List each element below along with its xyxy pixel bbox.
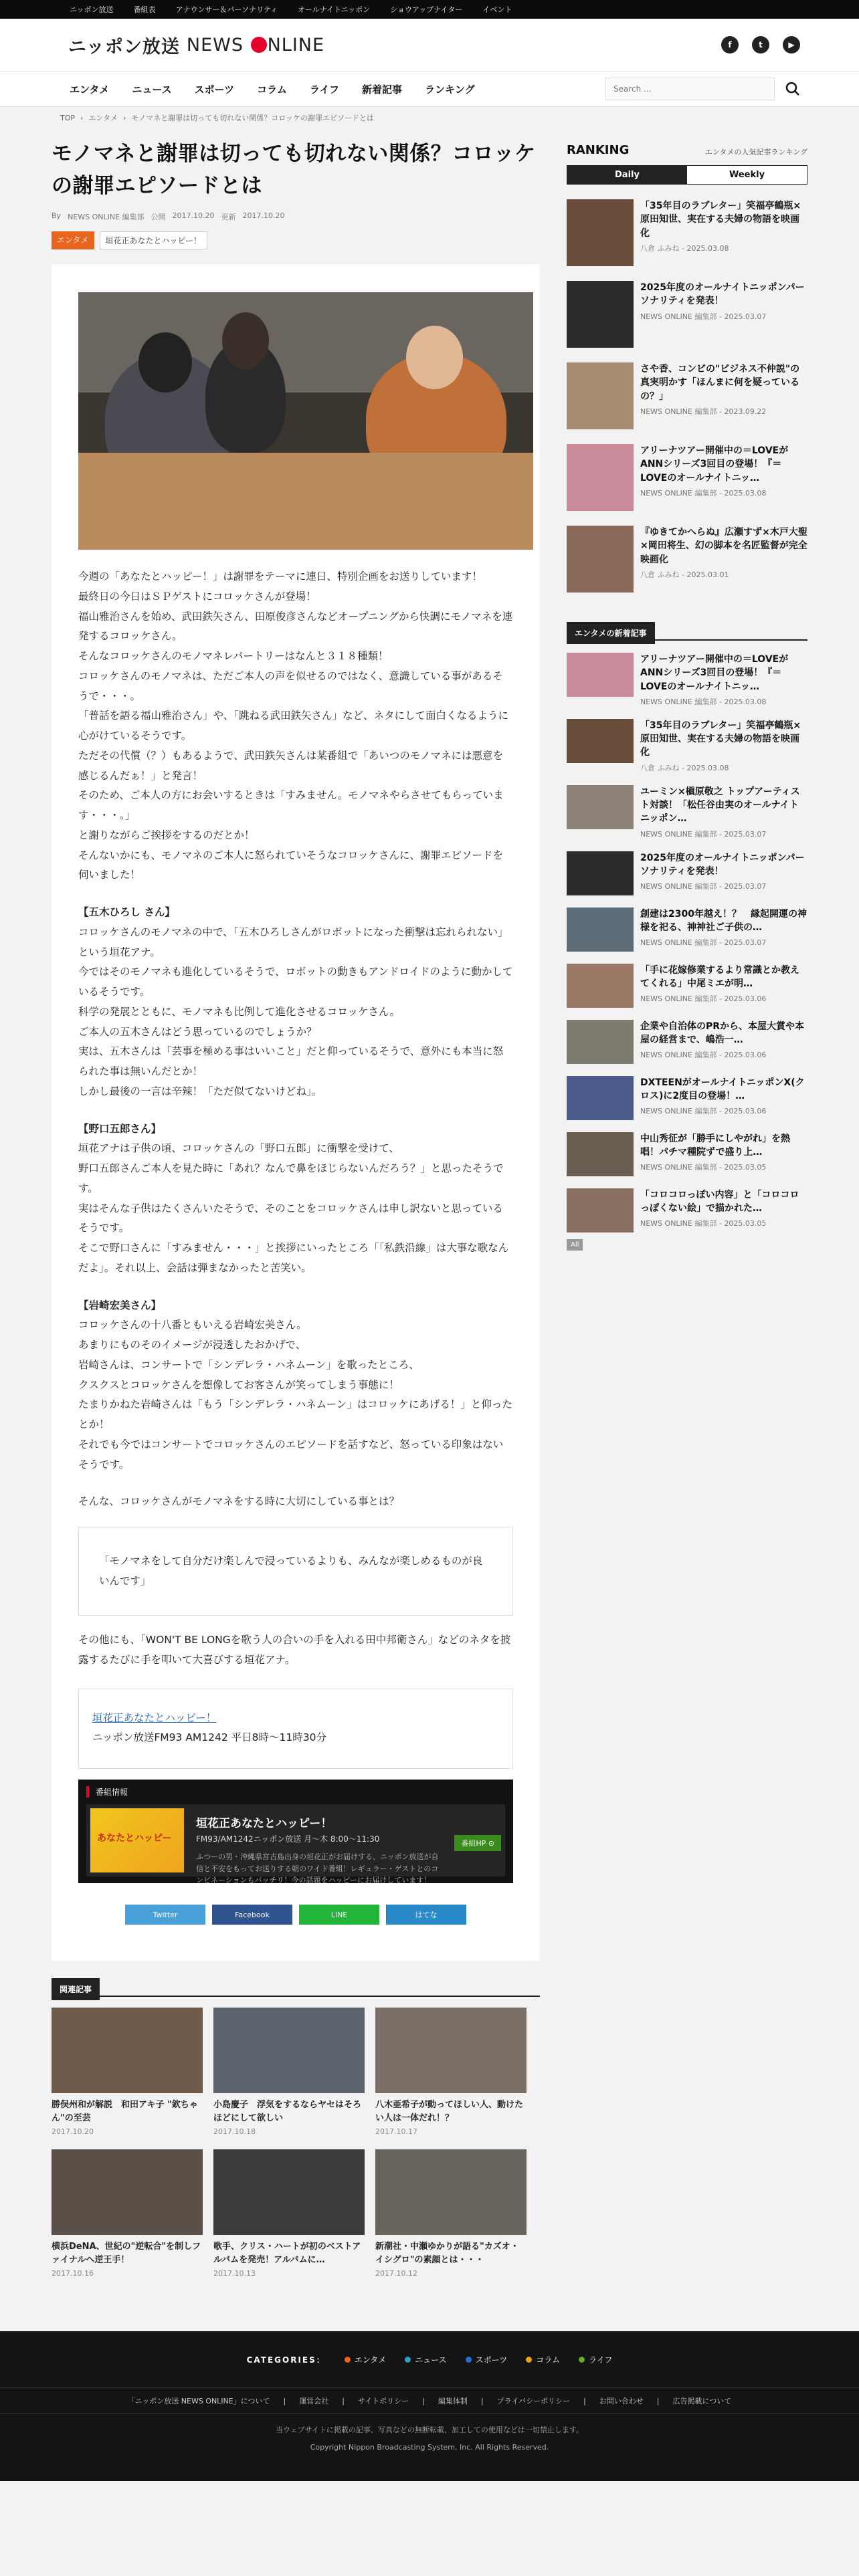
share-twitter-button[interactable]: Twitter [125,1905,205,1925]
related-title: 新潮社・中瀬ゆかりが語る"カズオ・イシグロ"の素顔とは・・・ [375,2242,519,2265]
body-line: そんないかにも、モノマネのご本人に怒られていそうなコロッケさんに、謝罪エピソードを伺いました！ [78,849,504,881]
body-line: 福山雅治さんを始め、武田鉄矢さん、田原俊彦さんなどオープニングから快調にモノマネを連発するコロッケさん。 [78,610,513,643]
related-heading: 関連記事 [52,1978,100,2000]
body-line: 今週の「あなたとハッピー！」は謝罪をテーマに連日、特別企画をお送りしています！ [78,570,482,583]
ranking-item-title: 2025年度のオールナイトニッポンパーソナリティを発表！ [640,282,805,307]
newest-date: 2025.03.07 [724,882,767,891]
photo-head [406,326,463,389]
newest-date: 2025.03.07 [724,938,767,948]
related-date: 2017.10.18 [213,2127,256,2137]
ranking-item[interactable] [567,526,807,593]
tag-category[interactable]: エンタメ [52,231,94,249]
tab-daily[interactable]: Daily [567,166,687,184]
facebook-icon[interactable]: f [721,36,739,53]
share-line-button[interactable]: LINE [299,1905,379,1925]
topbar-link[interactable]: アナウンサー＆パーソナリティ [175,5,278,14]
newest-item[interactable] [567,1020,807,1064]
related-thumbnail [213,2008,365,2093]
logo-dot-icon [251,37,267,53]
newest-thumbnail [567,1076,634,1120]
newest-thumbnail [567,1188,634,1232]
footer-link[interactable]: お問い合わせ [599,2397,644,2406]
body-line: ご本人の五木さんはどう思っているのでしょうか？ [78,1025,317,1038]
newest-item[interactable] [567,851,807,895]
body-line: 最終日の今日はＳＰゲストにコロッケさんが登場！ [78,590,316,603]
program-thumb-text: あなたとハッピー [97,1833,172,1844]
ranking-header [567,143,807,157]
body-line: そのため、ご本人の方にお会いするときは「すみません。モノマネやらさせてもらっています・・・。」 [78,789,504,822]
topbar-link[interactable]: ショウアップナイター [390,5,463,14]
newest-item-meta: NEWS ONLINE 編集部 - 2025.03.06 [640,1051,767,1060]
section [78,1119,513,1279]
ranking-date: 2023.09.22 [724,407,767,416]
related-date: 2017.10.13 [213,2269,256,2278]
ranking-item[interactable] [567,199,807,266]
dot-icon [579,2357,585,2363]
body-line: あまりにものそのイメージが浸透したおかげで、 [78,1339,306,1352]
newest-item-title: 2025年度のオールナイトニッポンパーソナリティを発表！ [640,852,805,877]
related-heading-bar [52,1978,540,1997]
body-line: クスクスとコロッケさんを想像してお客さんが笑ってしまう事態に！ [78,1378,399,1391]
program-station: FM93/AM1242ニッポン放送 月～木 8:00～11:30 [196,1834,380,1844]
ranking-tabs [567,165,807,185]
newest-item-meta: NEWS ONLINE 編集部 - 2025.03.07 [640,938,767,948]
related-date: 2017.10.20 [52,2127,94,2137]
ranking-thumbnail [567,199,634,266]
body-line: と謝りながらご挨拶をするのだとか！ [78,829,255,841]
ranking-item-title: アリーナツアー開催中の＝LOVEがANNシリーズ3回目の登場！『＝LOVEのオールナイトニッ… [640,445,789,484]
newest-author: NEWS ONLINE 編集部 [640,1107,717,1116]
footer-cat-label: スポーツ [475,2355,508,2365]
nav-column[interactable]: コラム [257,83,287,96]
ranking-date: 2025.03.01 [686,570,729,579]
newest-author: NEWS ONLINE 編集部 [640,1163,717,1172]
newest-item[interactable] [567,964,807,1008]
related-card[interactable] [52,2149,203,2278]
program-info [78,1780,513,1883]
body-line: そこで野口さんに「すみません・・・」と挨拶にいったところ「「私鉄沿線」は大事な歌なんだよ」。それ以上、会話は弾まなかったと苦笑い。 [78,1242,509,1274]
newest-author: 八倉 ふみね [640,763,680,772]
body-line: 科学の発展とともに、モノマネも比例して進化させるコロッケさん。 [78,1005,400,1018]
body-line: 実は、五木さんは「芸事を極める事はいいこと」だと仰っているそうで、意外にも本当に怒られた事は無いんだとか！ [78,1045,504,1078]
newest-item[interactable] [567,785,807,839]
related-date: 2017.10.16 [52,2269,94,2278]
related-thumbnail [52,2149,203,2235]
ranking-author: 八倉 ふみね [640,570,680,579]
ranking-item-meta: NEWS ONLINE 編集部 - 2025.03.07 [640,312,767,321]
logo-en-b: NLINE [267,34,325,56]
ranking-thumbnail [567,281,634,348]
content-wrap [52,128,807,2278]
newest-date: 2025.03.06 [724,1051,767,1060]
body-line: そんなコロッケさんのモノマネレパートリーはなんと３１８種類！ [78,650,389,663]
studio-photo [78,292,533,550]
newest-item[interactable] [567,653,807,707]
newest-heading-bar [567,622,807,641]
newest-date: 2025.03.05 [724,1163,767,1172]
footer-cat-entertainment[interactable] [345,2354,387,2365]
ranking-author: NEWS ONLINE 編集部 [640,312,717,321]
footer-link[interactable]: 「ニッポン放送 NEWS ONLINE」について [127,2397,270,2406]
newest-item-meta: NEWS ONLINE 編集部 - 2025.03.08 [640,697,767,706]
program-link-box [78,1689,513,1769]
footer-cat-column[interactable] [526,2354,560,2365]
footer-cat-label: エンタメ [354,2355,387,2365]
ranking-item-meta: 八倉 ふみね - 2025.03.01 [640,570,729,579]
newest-item[interactable] [567,719,807,773]
photo-desk [78,453,533,550]
question-block [78,1492,513,1512]
published-label: 公開 [151,213,166,222]
chevron-right-icon: › [122,113,126,122]
related-thumbnail [375,2008,527,2093]
newest-item-title: 中山秀征が「勝手にしやがれ」を熱唱！パチマ種院ずで盛り上… [640,1133,790,1158]
ranking-item[interactable] [567,281,807,348]
footer-note [0,2414,859,2461]
site-header [0,19,859,71]
photo-head [138,332,192,393]
topbar-link[interactable]: オールナイトニッポン [298,5,371,14]
newest-date: 2025.03.08 [724,697,767,706]
related-thumbnail [213,2149,365,2235]
newest-author: NEWS ONLINE 編集部 [640,1219,717,1228]
ranking-item-title: 『ゆきてかへらぬ』広瀬すず×木戸大聖×岡田将生、幻の脚本を名匠監督が完全映画化 [640,527,807,565]
dot-icon [466,2357,472,2363]
newest-item-meta: NEWS ONLINE 編集部 - 2025.03.06 [640,1107,767,1116]
newest-item[interactable] [567,1132,807,1176]
related-title: 横浜DeNA、世紀の"逆転合"を制しファイナルへ逆王手！ [52,2242,201,2265]
body-line: 「普話を語る福山雅治さん」や、「跳ねる武田鉄矢さん」など、ネタにして面白くなるように心がけているそうです。 [78,710,508,742]
newest-item-meta: NEWS ONLINE 編集部 - 2025.03.05 [640,1163,767,1172]
related-thumbnail [375,2149,527,2235]
newest-item-title: 企業や自治体のPRから、本屋大賞や本屋の経営まで、嶋浩一… [640,1021,805,1045]
ranking-thumbnail [567,526,634,593]
ranking-item-meta: NEWS ONLINE 編集部 - 2023.09.22 [640,407,767,416]
ranking-author: NEWS ONLINE 編集部 [640,407,717,416]
section-heading: 【岩崎宏美さん】 [78,1299,162,1311]
body-line: コロッケさんの十八番ともいえる岩崎宏美さん。 [78,1319,307,1331]
newest-author: NEWS ONLINE 編集部 [640,882,717,891]
breadcrumb [0,107,859,128]
dot-icon [405,2357,411,2363]
body-line: ただその代償（？）もあるようで、武田鉄矢さんは某番組で「あいつのモノマネには悪意を感じるんだぁ！」と発言！ [78,749,504,782]
ranking-date: 2025.03.08 [686,243,729,253]
newest-item-title: アリーナツアー開催中の＝LOVEがANNシリーズ3回目の登場！『＝LOVEのオールナイトニッ… [640,654,789,692]
newest-author: NEWS ONLINE 編集部 [640,697,717,706]
program-thumbnail [90,1808,184,1872]
newest-thumbnail [567,785,634,829]
site-logo[interactable] [68,32,324,58]
newest-item-title: 「35年目のラブレター」笑福亭鶴瓶×原田知世、実在する夫婦の物語を映画化 [640,720,801,758]
nav-sports[interactable]: スポーツ [194,83,235,96]
related-title: 八木亜希子が動ってほしい人、動けたい人は一体だれ！？ [375,2100,524,2123]
newest-date: 2025.03.06 [724,1107,767,1116]
footer-link[interactable]: 運営会社 [299,2397,329,2406]
logo-jp: ニッポン放送 [68,36,180,58]
ranking-subtitle: エンタメの人気記事ランキング [704,148,807,156]
ranking-thumbnail [567,362,634,429]
program-card[interactable] [86,1804,505,1885]
ranking-thumbnail [567,444,634,511]
ranking-item-meta: 八倉 ふみね - 2025.03.08 [640,243,729,253]
share-facebook-button[interactable]: Facebook [212,1905,292,1925]
related-title: 小島慶子 浮気をするならヤセはそろほどにして欲しい [213,2100,362,2123]
ranking-item-meta: NEWS ONLINE 編集部 - 2025.03.08 [640,488,767,498]
program-title: 垣花正あなたとハッピー！ [196,1817,332,1831]
related-title: 歌手、クリス・ハートが初のベストアルバムを発売！アルバムに… [213,2242,361,2265]
newest-date: 2025.03.07 [724,829,767,839]
nav-life[interactable]: ライフ [309,83,340,96]
body-line: 野口五郎さんご本人を見た時に「あれ？なんで鼻をほじらないんだろう？」と思ったそうです。 [78,1162,504,1194]
related-thumbnail [52,2008,203,2093]
photo-head [222,312,269,369]
footer-copyright: Copyright Nippon Broadcasting System, Inc. All Rights Reserved. [310,2442,549,2452]
newest-item-title: 「コロコロっぽい内容」と「コロコロっぽくない絵」で描かれた… [640,1189,799,1214]
related-card[interactable] [213,2149,365,2278]
published-date: 2017.10.20 [172,211,215,221]
chevron-right-icon: › [80,113,84,122]
program-link[interactable]: 垣花正あなたとハッピー！ [92,1712,217,1725]
newest-thumbnail [567,964,634,1008]
newest-item-meta: NEWS ONLINE 編集部 - 2025.03.07 [640,882,767,891]
breadcrumb-category[interactable]: エンタメ [88,114,118,122]
related-date: 2017.10.12 [375,2269,417,2278]
ranking-author: 八倉 ふみね [640,243,680,253]
nav-latest[interactable]: 新着記事 [362,83,403,96]
newest-thumbnail [567,907,634,952]
footer-disclaimer: 当ウェブサイトに掲載の記事、写真などの無断転載、加工しての使用などは一切禁止します。 [276,2425,583,2434]
breadcrumb-top[interactable]: TOP [60,113,76,122]
search-input[interactable] [605,78,775,100]
body-line: 今ではそのモノマネも進化しているそうで、ロボットの動きもアンドロイドのように動かしているそうです。 [78,966,513,998]
body-line: 岩崎さんは、コンサートで「シンデレラ・ハネムーン」を歌ったところ、 [78,1358,419,1371]
share-buttons [78,1905,513,1925]
newest-date: 2025.03.06 [724,994,767,1004]
section-heading: 【五木ひろし さん】 [78,906,175,919]
article-tags [52,231,540,249]
body-line: コロッケさんのモノマネは、ただご本人の声を似せるのではなく、意識している事があるそうで・・・。 [78,669,503,702]
nav-news[interactable]: ニュース [132,83,172,96]
updated-label: 更新 [221,213,236,222]
intro [78,567,513,885]
footer-cat-label: コラム [536,2355,561,2365]
newest-date: 2025.03.08 [686,763,729,772]
related-card[interactable] [52,2008,203,2136]
newest-item-title: 創建は2300年越え！？ 縁起開運の神様を祀る、神神社ご子供の… [640,908,807,933]
top-utility-bar [0,0,859,19]
footer-cat-news[interactable] [405,2354,446,2365]
global-nav [0,71,859,107]
article-main [52,138,540,2278]
article-author[interactable]: NEWS ONLINE 編集部 [68,213,145,222]
related-card[interactable] [375,2008,527,2136]
newest-item[interactable] [567,1188,807,1232]
ranking-item-title: 「35年目のラブレター」笑福亭鶴瓶×原田知世、実在する夫婦の物語を映画化 [640,201,801,239]
newest-item[interactable] [567,1076,807,1120]
newest-author: NEWS ONLINE 編集部 [640,994,717,1004]
body-line: しかし最後の一言は辛辣！「ただ似てないけどね」。 [78,1085,322,1097]
newest-author: NEWS ONLINE 編集部 [640,829,717,839]
body-line: それでも今ではコンサートでコロッケさんのエピソードを話すなど、怒っている印象はないそうです。 [78,1438,504,1471]
breadcrumb-current: モノマネと謝罪は切っても切れない関係？コロッケの謝罪エピソードとは [131,114,375,122]
youtube-icon[interactable]: ▶ [783,36,800,53]
program-hp-button[interactable]: 番組HP ⊙ [454,1835,501,1851]
nav-entertainment[interactable]: エンタメ [70,83,110,96]
nav-ranking[interactable]: ランキング [425,83,475,96]
ranking-title: RANKING [567,143,630,157]
topbar-link[interactable]: ニッポン放送 [70,5,114,14]
newest-date: 2025.03.05 [724,1219,767,1228]
ranking-author: NEWS ONLINE 編集部 [640,488,717,498]
all-badge[interactable]: All [567,1239,583,1251]
newest-author: NEWS ONLINE 編集部 [640,1051,717,1060]
article-title: モノマネと謝罪は切っても切れない関係？コロッケの謝罪エピソードとは [52,142,536,199]
footer-link[interactable]: プライバシーポリシー [496,2397,571,2406]
footer-cat-label: ニュース [415,2355,447,2365]
dot-icon [526,2357,532,2363]
updated-date: 2017.10.20 [242,211,285,221]
newest-item-meta: NEWS ONLINE 編集部 - 2025.03.06 [640,994,767,1004]
ranking-item[interactable] [567,444,807,511]
newest-thumbnail [567,653,634,697]
footer-cat-sports[interactable] [466,2354,508,2365]
twitter-icon[interactable]: t [752,36,769,53]
tag-program[interactable]: 垣花正あなたとハッピー！ [100,231,208,249]
newest-item-meta: 八倉 ふみね - 2025.03.08 [640,763,729,772]
program-description: ふつーの男・沖縄県宮古島出身の垣花正がお届けする、ニッポン放送が自信と不安をもってお送りする朝のワイド番組！レギュラー・ゲストとのコンビネーションもバッチリ！今の話題をハッピーにお届けしています！ [196,1852,439,1885]
share-hatena-button[interactable]: はてな [386,1905,466,1925]
newest-item-title: DXTEENがオールナイトニッポンX(クロス)に2度目の登場！… [640,1077,805,1101]
dot-icon [345,2357,351,2363]
newest-item-title: ユーミン×槇原敬之 トップアーティスト対談！「松任谷由実のオールナイトニッポン… [640,786,800,825]
article-meta [52,211,540,222]
newest-thumbnail [567,1132,634,1176]
footer-cat-label: ライフ [589,2355,613,2365]
related-date: 2017.10.17 [375,2127,417,2137]
newest-item-title: 「手に花嫁修業するより常識とか教えてくれる」中尾ミエが明… [640,964,799,989]
site-footer [0,2331,859,2481]
ranking-date: 2025.03.07 [724,312,767,321]
related-card[interactable] [213,2008,365,2136]
body-line: 実はそんな子供はたくさんいたそうで、そのことをコロッケさんは申し訳ないと思っているそうです。 [78,1202,503,1235]
footer-links: 「ニッポン放送 NEWS ONLINE」について | 運営会社 | サイトポリシー | 編集体制 | プライバシーポリシー | お問い合わせ | 広告掲載について [0,2387,859,2414]
body-line: 垣花アナは子供の頃、コロッケさんの「野口五郎」に衝撃を受けて、 [78,1142,399,1155]
newest-author: NEWS ONLINE 編集部 [640,938,717,948]
section [78,903,513,1102]
related-grid [52,2008,540,2278]
quote-box: 「モノマネをして自分だけ楽しんで浸っているよりも、みんなが楽しめるものが良いんです」 [78,1527,513,1616]
section-heading: 【野口五郎さん】 [78,1122,162,1135]
ranking-item[interactable] [567,362,807,429]
body-line: コロッケさんのモノマネの中で、「五木ひろしさんがロボットになった衝撃は忘れられない」という垣花アナ。 [78,926,508,958]
newest-heading: エンタメの新着記事 [567,622,655,644]
sidebar [567,138,807,1251]
section [78,1296,513,1475]
search-icon[interactable] [785,82,800,96]
ranking-item-title: さや香、コンビの"ビジネス不仲説"の真実明かす「ほんまに何を疑っているの？」 [640,364,800,402]
social-links [721,36,800,53]
program-schedule: ニッポン放送FM93 AM1242 平日8時～11時30分 [92,1731,326,1744]
related-title: 勝俣州和が解説 和田アキ子 "欽ちゃん"の至芸 [52,2100,198,2123]
by-label: By [52,211,62,221]
newest-thumbnail [567,719,634,763]
tab-weekly[interactable]: Weekly [687,166,807,184]
logo-en [187,35,324,56]
newest-item[interactable] [567,907,807,952]
footer-bottom-space [0,2461,859,2481]
logo-en-a: NEWS [186,34,244,56]
footer-cat-life[interactable] [579,2354,612,2365]
search-form [605,78,800,100]
related-articles [52,1978,540,2278]
related-card[interactable] [375,2149,527,2278]
footer-link[interactable]: 編集体制 [438,2397,468,2406]
footer-link[interactable]: 広告掲載について [672,2397,732,2406]
newest-thumbnail [567,851,634,895]
article-body [52,264,540,1961]
newest-item-meta: NEWS ONLINE 編集部 - 2025.03.05 [640,1219,767,1228]
body-line: その他にも、「WON'T BE LONGを歌う人の合いの手を入れる田中邦衛さん」などのネタを披露するたびに手を叩いて大喜びする垣花アナ。 [78,1633,511,1666]
footer-categories [0,2331,859,2387]
newest-item-meta: NEWS ONLINE 編集部 - 2025.03.07 [640,829,767,839]
question-line: そんな、コロッケさんがモノマネをする時に大切にしている事とは？ [78,1495,400,1508]
program-info-label: 番組情報 [86,1786,505,1798]
footer-link[interactable]: サイトポリシー [357,2397,409,2406]
footer-categories-label: CATEGORIES： [246,2355,326,2365]
body-line: たまりかねた岩崎さんは「もう「シンデレラ・ハネムーン」はコロッケにあげる！」と仰ったとか！ [78,1398,512,1431]
newest-thumbnail [567,1020,634,1064]
ranking-date: 2025.03.08 [724,488,767,498]
topbar-link[interactable]: 番組表 [133,5,156,14]
topbar-link[interactable]: イベント [482,5,512,14]
